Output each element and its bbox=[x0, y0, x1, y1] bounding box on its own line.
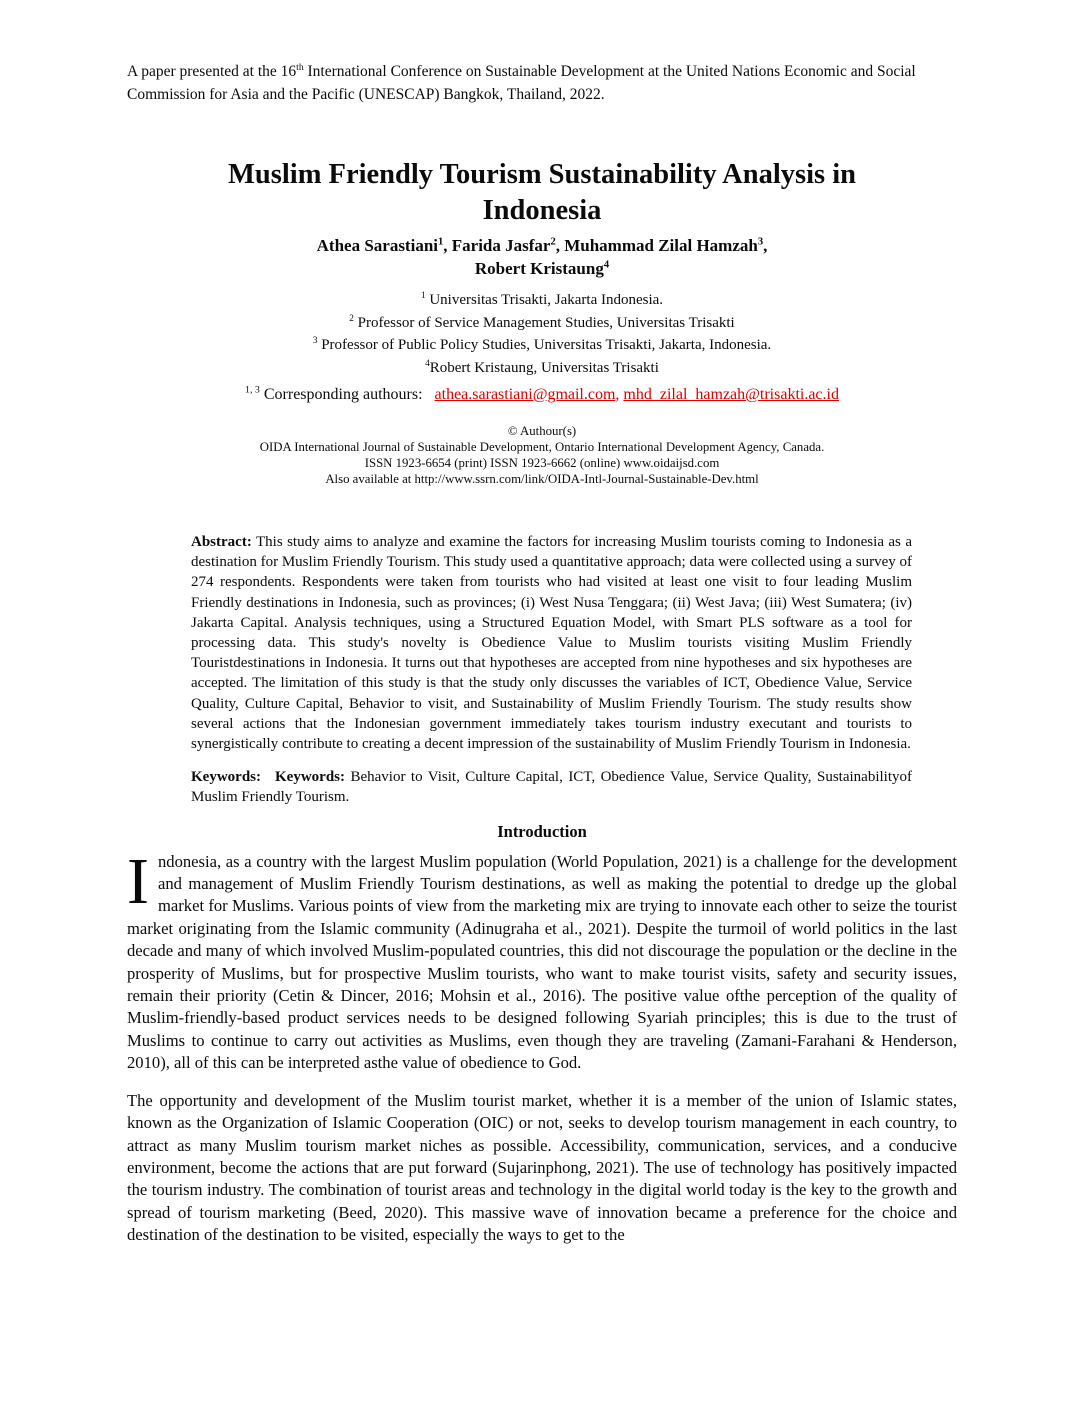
corresponding-label: Corresponding authours: bbox=[259, 386, 423, 403]
abstract-text: This study aims to analyze and examine the factors for increasing Muslim tourists coming to Indonesia as a destination for Muslim Friendly Tourism. This study used a quantitative approach; data were collected using a survey of 274 respondents. Respondents were taken from tourists who had visited at least one visit to four leading Muslim Friendly destinations in Indonesia, such as provinces; (i) West Nusa Tenggara; (ii) West Java; (iii) West Sumatera; (iv) Jakarta Capital. Analysis techniques, using a Structured Equation Model, with Smart PLS software as a tool for processing data. This study's novelty is Obedience Value to Muslim tourists visiting Muslim Friendly Touristdestinations in Indonesia. It turns out that hypotheses are accepted from nine hypotheses and six hypotheses are accepted. The limitation of this study is that the study only discusses the variables of ICT, Obedience Value, Service Quality, Culture Capital, Behavior to visit, and Sustainability of Muslim Friendly Tourism. The study results show several actions that the Indonesian government immediately takes tourism industry executant and tourists to synergistically contribute to creating a decent impression of the sustainability of Muslim Friendly Tourism in Indonesia. bbox=[191, 534, 912, 753]
affiliation-marker: 4 bbox=[425, 358, 430, 369]
corresponding-email-1-link[interactable]: athea.sarastiani@gmail.com bbox=[434, 386, 616, 403]
affiliation-text: Professor of Public Policy Studies, Universitas Trisakti, Jakarta, Indonesia. bbox=[317, 337, 772, 353]
affiliation-text: Universitas Trisakti, Jakarta Indonesia. bbox=[425, 292, 664, 308]
introduction-paragraph-2 bbox=[127, 1090, 957, 1247]
author-affil-marker: 2 bbox=[550, 236, 556, 248]
conference-note-part2: International Conference on Sustainable Development at the United Nations Economic and Social Commission for Asia and the Pacific (UNESCAP) Bangkok, Thailand, 2022. bbox=[127, 63, 916, 103]
corresponding-markers: 1, 3 bbox=[245, 384, 260, 396]
journal-name-line: OIDA International Journal of Sustainable Development, Ontario International Development Agency, Canada. bbox=[259, 440, 825, 454]
corresponding-email-2-link[interactable]: mhd_zilal_hamzah@trisakti.ac.id bbox=[623, 386, 839, 403]
issn-line: ISSN 1923-6654 (print) ISSN 1923-6662 (online) www.oidaijsd.com bbox=[364, 456, 720, 470]
abstract-label: Abstract: bbox=[191, 534, 252, 550]
abstract-paragraph bbox=[191, 532, 912, 754]
author-line-1 bbox=[127, 234, 957, 257]
corresponding-authors-line bbox=[127, 383, 957, 407]
author-affil-marker: 1 bbox=[438, 236, 444, 248]
paper-title-line2: Indonesia bbox=[482, 195, 602, 226]
affiliation-2 bbox=[127, 312, 957, 335]
author-separator: , bbox=[443, 236, 452, 255]
introduction-paragraph-2-text: The opportunity and development of the Muslim tourist market, whether it is a member of the union of Islamic states, known as the Organization of Islamic Cooperation (OIC) or not, seeks to develop tourism management in each country, to attract as many Muslim tourism market niches as possible. Accessibility, communication, services, and a conducive environment, become the actions that are put forward (Sujarinphong, 2021). The use of technology has positively impacted the tourism industry. The combination of tourist areas and technology in the digital world today is the key to the growth and spread of tourism marketing (Beed, 2020). This massive wave of innovation became a preference for the choice and destination of the destination to be visited, especially the ways to get to the bbox=[127, 1090, 957, 1245]
introduction-paragraph-1 bbox=[127, 844, 957, 1075]
author-separator: , bbox=[555, 236, 565, 255]
author-affil-marker: 3 bbox=[757, 236, 764, 248]
author-separator: , bbox=[763, 236, 768, 255]
keywords-paragraph bbox=[191, 767, 912, 807]
author-name: Athea Sarastiani bbox=[316, 236, 438, 255]
author-affil-marker: 4 bbox=[603, 259, 610, 271]
paper-title bbox=[127, 157, 957, 229]
conference-note-part1: A paper presented at the 16 bbox=[127, 63, 297, 80]
author-name: Muhammad Zilal Hamzah bbox=[564, 236, 758, 255]
author-name: Robert Kristaung bbox=[474, 259, 604, 278]
affiliation-1 bbox=[127, 289, 957, 312]
conference-note bbox=[127, 60, 957, 106]
affiliation-marker: 1 bbox=[420, 291, 426, 301]
dropcap-letter: I bbox=[127, 844, 149, 918]
keywords-text: Behavior to Visit, Culture Capital, ICT, Obedience Value, Service Quality, Sustainabilityof Muslim Friendly Tourism. bbox=[191, 769, 912, 806]
keywords-label-1: Keywords: bbox=[191, 769, 261, 786]
copyright-author-line: © Authour(s) bbox=[507, 424, 577, 438]
affiliation-3 bbox=[127, 334, 957, 357]
affiliation-4 bbox=[127, 357, 957, 380]
introduction-paragraph-1-text: ndonesia, as a country with the largest Muslim population (World Population, 2021) is a challenge for the development and management of Muslim Friendly Tourism destinations, as well as making the potential to dredge up the global market for Muslims. Various points of view from the marketing mix are trying to innovate each other to seize the tourist market originating from the Islamic community (Adinugraha et al., 2021). Despite the turmoil of world politics in the last decade and many of which involved Muslim-populated countries, this did not discourage the population or the decline in the prosperity of Muslims, but for prospective Muslim tourists, who want to make tourist visits, safety and security issues, remain their priority (Cetin & Dincer, 2016; Mohsin et al., 2016). The positive value ofthe perception of the quality of Muslim-friendly-based product services needs to be designed following Syariah principles; this is due to the trust of Muslims to continue to carry out activities as Muslims, even though they are traveling (Zamani-Farahani & Henderson, 2010), all of this can be interpreted asthe value of obedience to God. bbox=[127, 851, 957, 1073]
keywords-label-2: Keywords: bbox=[275, 769, 345, 786]
affiliation-marker: 2 bbox=[349, 313, 354, 324]
affiliation-text: Robert Kristaung, Universitas Trisakti bbox=[429, 359, 659, 376]
copyright-block bbox=[127, 423, 957, 487]
affiliation-text: Professor of Service Management Studies, Universitas Trisakti bbox=[353, 314, 735, 331]
email-separator: , bbox=[615, 386, 624, 403]
author-list bbox=[127, 234, 957, 280]
conference-note-ordinal-sup: th bbox=[296, 61, 304, 73]
author-name: Farida Jasfar bbox=[451, 236, 551, 255]
affiliation-marker: 3 bbox=[312, 336, 318, 346]
affiliation-list bbox=[127, 289, 957, 379]
introduction-heading: Introduction bbox=[497, 821, 587, 841]
paper-title-line1: Muslim Friendly Tourism Sustainability Analysis in bbox=[228, 159, 856, 190]
availability-line: Also available at http://www.ssrn.com/link/OIDA-Intl-Journal-Sustainable-Dev.html bbox=[325, 472, 759, 486]
author-line-2 bbox=[127, 257, 957, 280]
